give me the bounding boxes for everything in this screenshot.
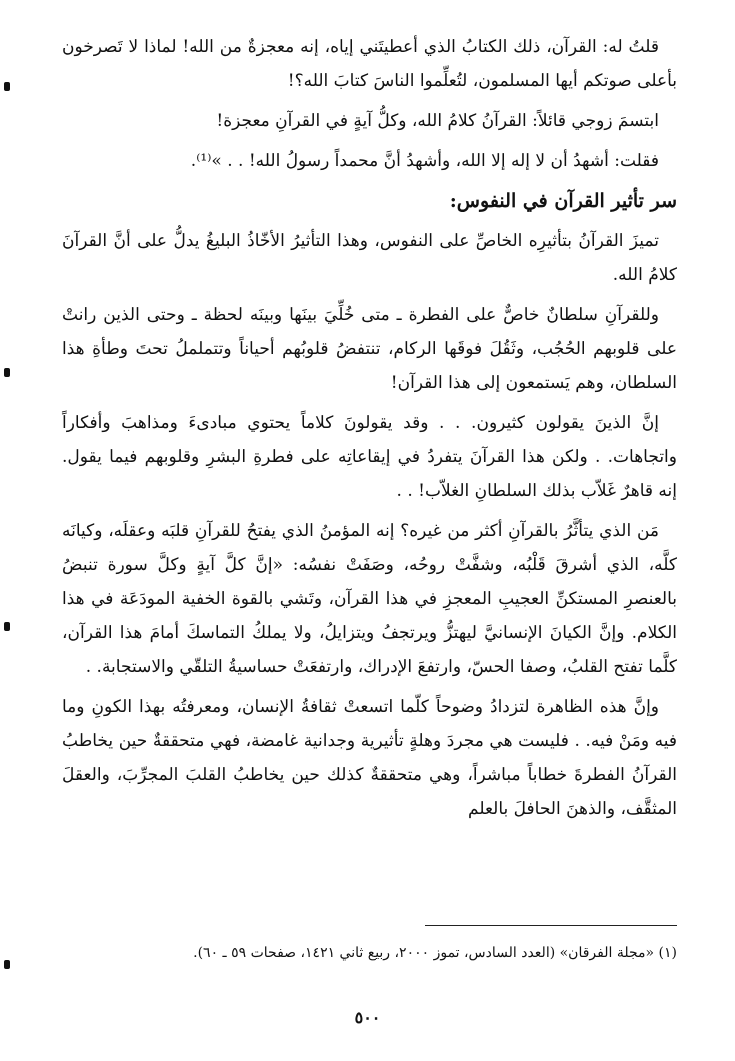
body-text — [62, 30, 677, 832]
margin-mark — [4, 622, 10, 631]
paragraph: وللقرآنِ سلطانٌ خاصٌّ على الفطرة ـ متى خُلِّيَ بينَها وبينَه لحظة ـ وحتى الذين رانتْ على قلوبهم الحُجُب، وثَقُلَ فوقَها الركام، تنتفضُ قلوبُهم أحياناً وتتململُ تحتَ وطأةِ هذا السلطان، وهم يَستمعون إلى هذا القرآن! — [62, 305, 677, 393]
margin-mark — [4, 368, 10, 377]
section-heading: سر تأثير القرآن في النفوس: — [449, 190, 677, 212]
paragraph: إنَّ الذينَ يقولون كثيرون. . . وقد يقولونَ كلاماً يحتوي مبادىءَ ومذاهبَ وأفكاراً واتجاهات. . ولكن هذا القرآنَ يتفردُ في إيقاعاتِه على فطرةِ البشرِ وقلوبهم فيما يقول. إنه قاهرٌ غَلاّب بذلك السلطانِ الغلاّب! . . — [62, 413, 677, 501]
page-number: ٥٠٠ — [354, 1008, 381, 1027]
footnote: (١) «مجلة الفرقان» (العدد السادس، تموز ٢٠٠٠، ربيع ثاني ١٤٢١، صفحات ٥٩ ـ ٦٠). — [193, 945, 677, 961]
paragraph: مَن الذي يتأثَّرُ بالقرآنِ أكثر من غيره؟ إنه المؤمنُ الذي يفتحُ للقرآنِ قلبَه وعقلَه، وكيانَه كلَّه، الذي أشرقَ قَلْبُه، وشفَّتْ روحُه، وصَفَتْ نفسُه: «إنَّ كلَّ آيةٍ وكلَّ سورة تنبضُ بالعنصرِ المستكنِّ العجيبِ المعجزِ في هذا القرآن، وتَشي بالقوة الخفية المودَعَة في هذا الكلام. وإنَّ الكيانَ الإنسانيَّ ليهتزُّ ويرتجفُ ويتزايلُ، ولا يملكُ التماسكَ أمامَ هذا القرآن، كلَّما تفتح القلبُ، وصفا الحسّ، وارتفعَ الإدراك، وارتفعَتْ حساسيةُ التلقّي والاستجابة. . — [62, 521, 677, 677]
margin-mark — [4, 960, 10, 969]
paragraph: تميزَ القرآنُ بتأثيرِه الخاصِّ على النفوس، وهذا التأثيرُ الأخّاذُ البليغُ يدلُّ على أنَّ القرآنَ كلامُ الله. — [62, 231, 677, 285]
paragraph: فقلت: أشهدُ أن لا إله إلا الله، وأشهدُ أنَّ محمداً رسولُ الله! . . »⁽¹⁾. — [190, 151, 659, 171]
margin-mark — [4, 82, 10, 91]
paragraph: قلتُ له: القرآن، ذلك الكتابُ الذي أعطيتَني إياه، إنه معجزةٌ من الله! لماذا لا تَصرخون بأعلى صوتكم أيها المسلمون، لتُعلِّموا الناسَ كتابَ الله؟! — [62, 37, 677, 91]
footnote-divider — [425, 925, 677, 926]
paragraph: وإنَّ هذه الظاهرة لتزدادُ وضوحاً كلّما اتسعتْ ثقافةُ الإنسان، ومعرفتُه بهذا الكونِ وما فيه ومَنْ فيه. . فليست هي مجردَ وهلةٍ تأثيرية وجدانية غامضة، فهي متحققةٌ حين يخاطبُ القرآنُ الفطرةَ خطاباً مباشراً، وهي متحققةٌ كذلك حين يخاطبُ القلبَ المجرِّبَ، والعقلَ المثقَّف، والذهنَ الحافلَ بالعلم — [62, 697, 677, 819]
paragraph: ابتسمَ زوجي قائلاً: القرآنُ كلامُ الله، وكلُّ آيةٍ في القرآنِ معجزة! — [216, 111, 659, 131]
